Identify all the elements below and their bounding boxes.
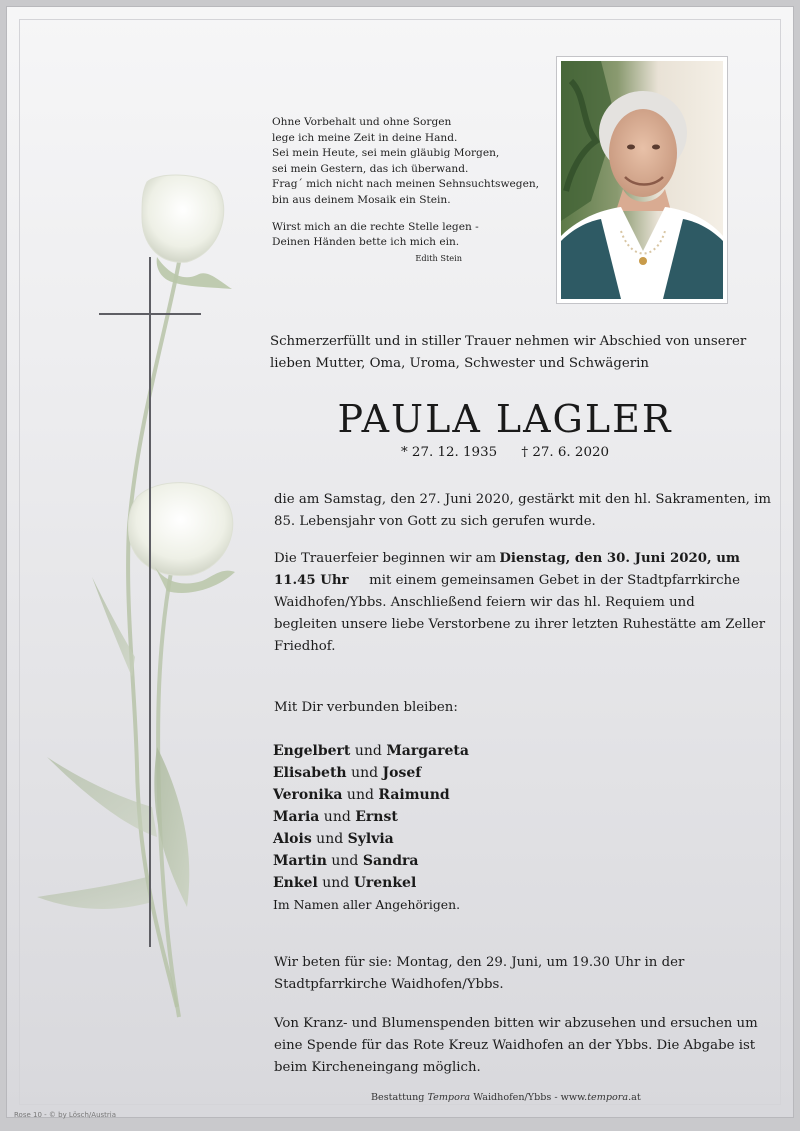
family-row: [273, 762, 573, 784]
poem-line: Frag´ mich nicht nach meinen Sehnsuchtswegen,: [272, 178, 540, 191]
ceremony-text: [274, 548, 766, 658]
deceased-name: PAULA LAGLER: [337, 397, 673, 441]
ceremony-time: 11.45 Uhr: [274, 573, 349, 588]
family-row: [273, 872, 573, 894]
family-row: [273, 806, 573, 828]
obituary-card: [6, 6, 794, 1118]
donation-line: Von Kranz- und Blumenspenden bitten wir abzusehen und ersuchen um: [274, 1016, 758, 1031]
intro-text: [270, 331, 747, 375]
footer-middle: Waidhofen/Ybbs - www.: [473, 1092, 588, 1103]
family-name: Alois: [273, 831, 312, 847]
family-name: Ernst: [355, 809, 398, 825]
family-name: Elisabeth: [273, 765, 347, 781]
family-conjunction: und: [322, 875, 350, 891]
family-name: Veronika: [273, 787, 343, 803]
family-conjunction: und: [354, 743, 382, 759]
portrait-photo: [556, 56, 728, 304]
poem-line: Ohne Vorbehalt und ohne Sorgen: [272, 116, 452, 128]
poem: [272, 115, 552, 265]
family-list: [273, 740, 573, 916]
family-row: [273, 828, 573, 850]
passing-line: 85. Lebensjahr von Gott zu sich gerufen wurde.: [274, 514, 596, 529]
family-name: Urenkel: [353, 875, 417, 891]
prayer-line: Stadtpfarrkirche Waidhofen/Ybbs.: [274, 977, 504, 992]
family-name: Raimund: [378, 787, 450, 803]
family-name: Margareta: [386, 743, 469, 759]
rose-illustration: [7, 7, 267, 1119]
footer-suffix: .at: [628, 1092, 641, 1103]
poem-author: Edith Stein: [415, 252, 462, 263]
ceremony-line: Waidhofen/Ybbs. Anschließend feiern wir das hl. Requiem und: [274, 595, 695, 610]
family-conjunction: und: [351, 765, 379, 781]
ceremony-line: [274, 548, 740, 570]
prayer-text: [274, 952, 740, 996]
donation-line: eine Spende für das Rote Kreuz Waidhofen an der Ybbs. Die Abgabe ist: [274, 1038, 756, 1053]
ceremony-line: begleiten unsere liebe Verstorbene zu ihrer letzten Ruhestätte am Zeller: [274, 617, 766, 632]
family-conjunction: und: [346, 787, 374, 803]
intro-line: lieben Mutter, Oma, Uroma, Schwester und Schwägerin: [270, 356, 649, 371]
poem-line: bin aus deinem Mosaik ein Stein.: [272, 193, 451, 206]
donation-text: [274, 1013, 758, 1079]
family-name: Sandra: [362, 853, 419, 869]
footer-brand: Tempora: [427, 1092, 471, 1103]
family-row: [273, 740, 573, 762]
family-name: Martin: [273, 853, 327, 869]
family-row: [273, 784, 573, 806]
death-date: † 27. 6. 2020: [521, 445, 610, 460]
intro-line: Schmerzerfüllt und in stiller Trauer nehmen wir Abschied von unserer: [270, 334, 747, 349]
funeral-home-footer: [371, 1092, 641, 1103]
footer-prefix: Bestattung: [371, 1092, 425, 1103]
poem-line: sei mein Gestern, das ich überwand.: [272, 162, 469, 175]
donation-line: beim Kircheneingang möglich.: [274, 1060, 481, 1075]
ceremony-text-part: mit einem gemeinsamen Gebet in der Stadtpfarrkirche: [369, 573, 740, 588]
family-conjunction: und: [316, 831, 344, 847]
footer-url-brand: tempora: [587, 1092, 629, 1103]
connected-label: Mit Dir verbunden bleiben:: [274, 700, 458, 715]
family-closing: Im Namen aller Angehörigen.: [273, 897, 461, 912]
prayer-line: Wir beten für sie: Montag, den 29. Juni, um 19.30 Uhr in der: [274, 955, 685, 970]
poem-line: lege ich meine Zeit in deine Hand.: [272, 131, 458, 144]
birth-date: * 27. 12. 1935: [400, 445, 498, 460]
family-conjunction: und: [323, 809, 351, 825]
passing-text: [274, 489, 771, 533]
family-conjunction: und: [331, 853, 359, 869]
cross-horizontal: [99, 313, 201, 315]
poem-line: Wirst mich an die rechte Stelle legen -: [272, 220, 479, 233]
ceremony-date: Dienstag, den 30. Juni 2020, um: [499, 551, 740, 566]
cross-vertical: [149, 257, 151, 947]
family-name: Maria: [273, 809, 320, 825]
ceremony-line: [274, 570, 740, 592]
life-dates: [270, 445, 740, 460]
family-name: Enkel: [273, 875, 318, 891]
family-name: Josef: [382, 765, 422, 781]
poem-line: Deinen Händen bette ich mich ein.: [272, 236, 460, 249]
ceremony-line: Friedhof.: [274, 639, 336, 654]
family-name: Engelbert: [273, 743, 351, 759]
family-name: Sylvia: [347, 831, 394, 847]
family-row: [273, 850, 573, 872]
poem-line: Sei mein Heute, sei mein gläubig Morgen,: [272, 147, 500, 160]
ceremony-text-part: Die Trauerfeier beginnen wir am: [274, 551, 497, 566]
image-credit: Rose 10 - © by Lösch/Austria: [14, 1111, 117, 1119]
passing-line: die am Samstag, den 27. Juni 2020, gestärkt mit den hl. Sakramenten, im: [274, 492, 771, 507]
